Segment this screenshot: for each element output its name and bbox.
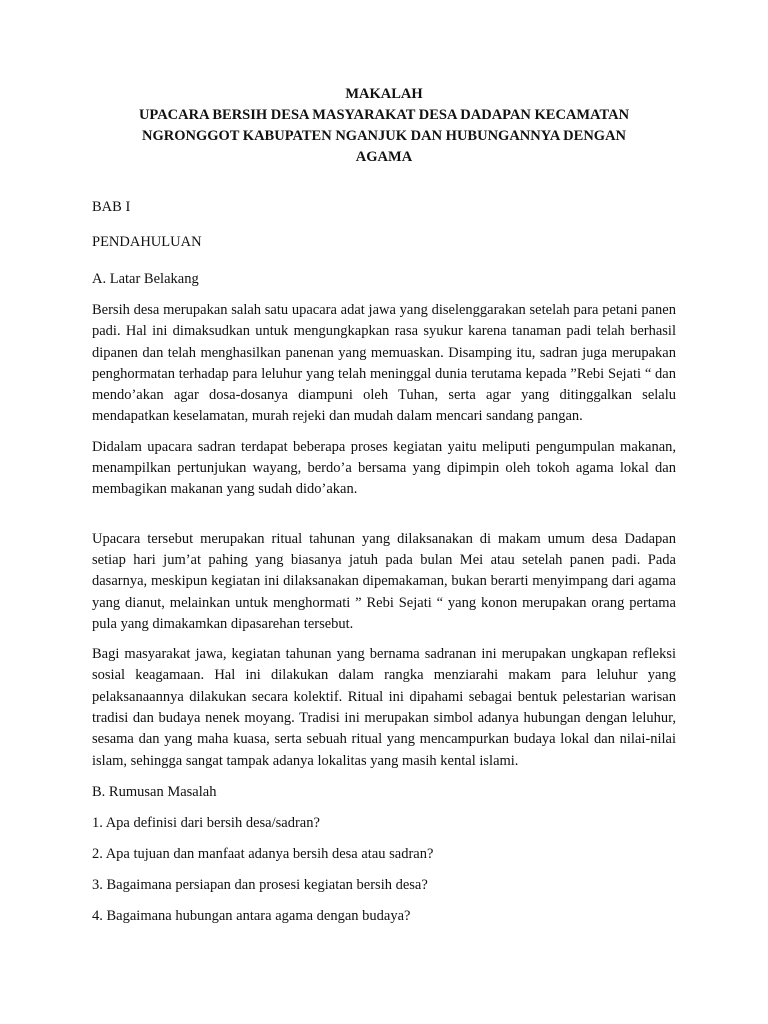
paragraph: Bersih desa merupakan salah satu upacara adat jawa yang diselenggarakan setelah para petani panen padi. Hal ini dimaksudkan untuk mengungkapkan rasa syukur karena tanaman padi telah berhasil dipanen dan telah menghasilkan panenan yang memuaskan. Disamping itu, sadran juga merupakan penghormatan terhadap para leluhur yang telah meninggal dunia terutama kepada ”Rebi Sejati “ dan mendo’akan agar dosa-dosanya diampuni oleh Tuhan, serta agar yang ditinggalkan selalu mendapatkan keselamatan, murah rejeki dan mudah dalam mencari sandang pangan. bbox=[92, 302, 676, 425]
title-line: NGRONGGOT KABUPATEN NGANJUK DAN HUBUNGANNYA DENGAN bbox=[141, 128, 627, 144]
paragraph: Didalam upacara sadran terdapat beberapa proses kegiatan yaitu meliputi pengumpulan makanan, menampilkan pertunjukan wayang, berdo’a bersama yang dipimpin oleh tokoh agama lokal dan membagikan makanan yang sudah dido’akan. bbox=[92, 438, 676, 498]
paragraph: Upacara tersebut merupakan ritual tahunan yang dilaksanakan di makam umum desa Dadapan setiap hari jum’at pahing yang biasanya jatuh pada bulan Mei atau setelah panen padi. Pada dasarnya, meskipun kegiatan ini dilaksanakan dipemakaman, bukan berarti menyimpang dari agama yang dianut, melainkan untuk menghormati ” Rebi Sejati “ yang konon merupakan orang pertama pula yang dimakamkan dipasarehan tersebut. bbox=[92, 530, 676, 632]
section-heading-a: A. Latar Belakang bbox=[92, 271, 199, 287]
question-item: 2. Apa tujuan dan manfaat adanya bersih desa atau sadran? bbox=[92, 845, 434, 862]
chapter-title: PENDAHULUAN bbox=[92, 234, 202, 250]
section-heading-b: B. Rumusan Masalah bbox=[92, 783, 217, 800]
question-item: 3. Bagaimana persiapan dan prosesi kegiatan bersih desa? bbox=[92, 876, 428, 893]
title-line: AGAMA bbox=[355, 149, 413, 165]
title-line: UPACARA BERSIH DESA MASYARAKAT DESA DADAPAN KECAMATAN bbox=[138, 107, 630, 123]
question-item: 1. Apa definisi dari bersih desa/sadran? bbox=[92, 814, 320, 831]
paragraph: Bagi masyarakat jawa, kegiatan tahunan yang bernama sadranan ini merupakan ungkapan refleksi sosial keagamaan. Hal ini dilakukan dalam rangka menziarahi makam para leluhur yang pelaksanaannya dilakukan secara kolektif. Ritual ini dipahami sebagai bentuk pelestarian warisan tradisi dan budaya nenek moyang. Tradisi ini merupakan simbol adanya hubungan dengan leluhur, sesama dan yang maha kuasa, serta sebuah ritual yang mencampurkan budaya lokal dan nilai-nilai islam, sehingga sangat tampak adanya lokalitas yang masih kental islami. bbox=[92, 646, 676, 769]
chapter-label: BAB I bbox=[92, 199, 131, 215]
title-line: MAKALAH bbox=[345, 86, 423, 102]
document-title bbox=[92, 84, 676, 168]
question-item: 4. Bagaimana hubungan antara agama dengan budaya? bbox=[92, 907, 411, 924]
